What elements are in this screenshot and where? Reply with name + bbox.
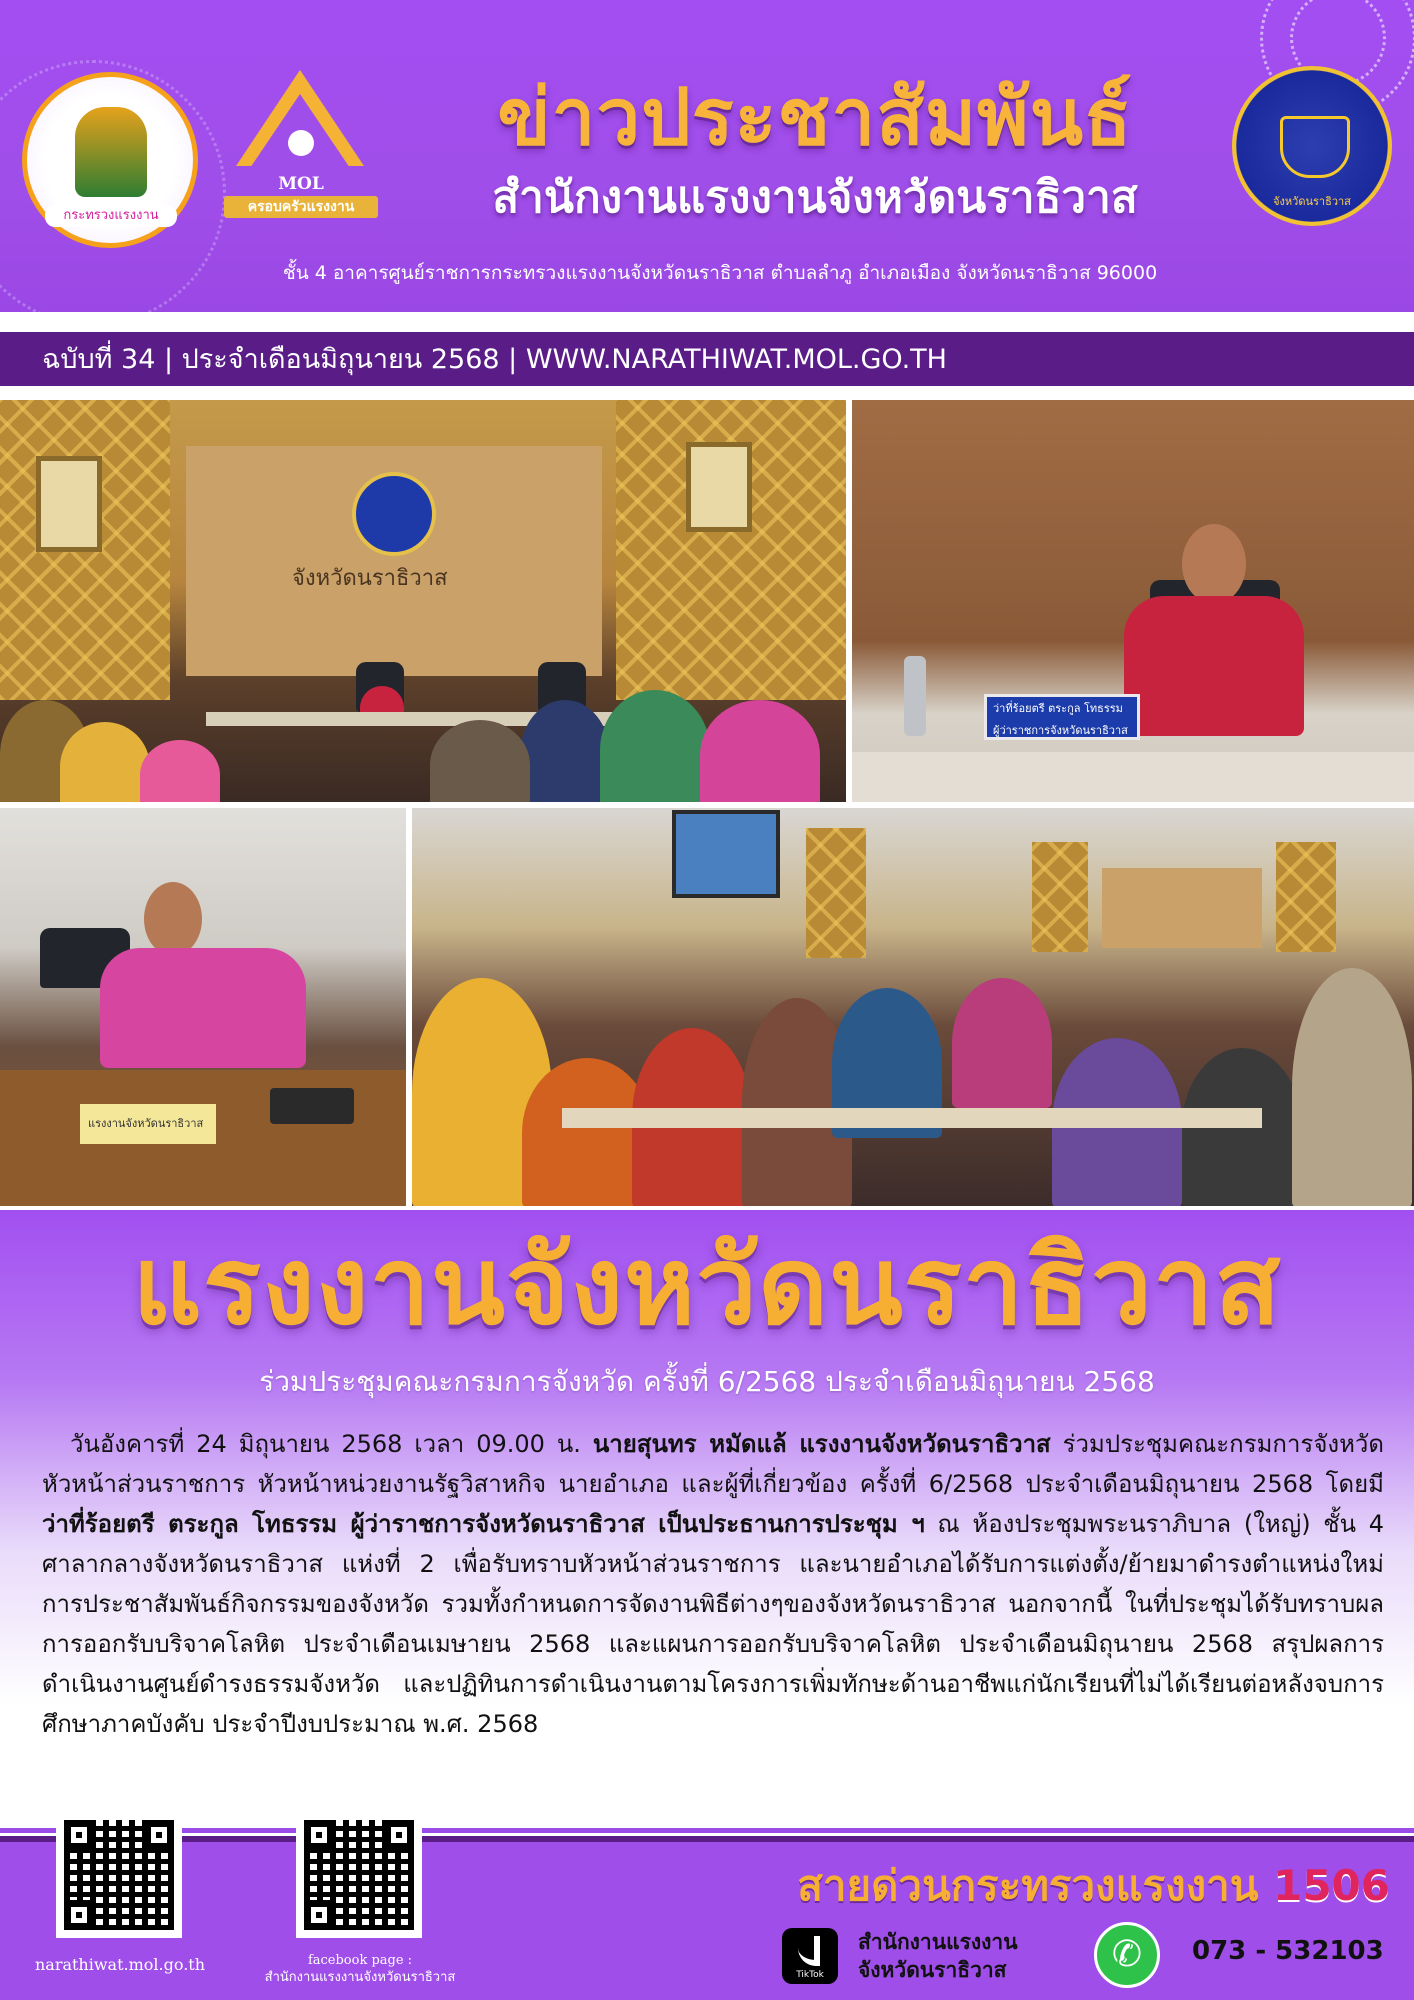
qr-finder <box>384 1820 414 1850</box>
seal-ribbon: กระทรวงแรงงาน <box>45 205 177 227</box>
hotline-label: สายด่วนกระทรวงแรงงาน <box>797 1861 1274 1910</box>
emblem-icon <box>288 130 314 156</box>
footer-divider <box>0 1828 1414 1842</box>
photo-governor-chairing <box>852 400 1414 802</box>
body-bold-chair: ว่าที่ร้อยตรี ตระกูล โทธรรม ผู้ว่าราชการจังหวัดนราธิวาส เป็นประธานการประชุม ฯ <box>42 1510 925 1538</box>
photo-meeting-hall <box>412 808 1414 1206</box>
desk-name-card <box>80 1104 216 1144</box>
article-body <box>42 1424 1384 1744</box>
wood-panel <box>1102 868 1262 948</box>
attendee <box>140 740 220 802</box>
phone-number[interactable]: 073 - 532103 <box>1192 1936 1384 1966</box>
photo-labour-officer <box>0 808 406 1206</box>
office-address: ชั้น 4 อาคารศูนย์ราชการกระทรวงแรงงานจังหวัดนราธิวาส ตำบลลำภู อำเภอเมือง จังหวัดนราธิวาส 96000 <box>282 262 1158 284</box>
qr-finder <box>64 1820 94 1850</box>
article-headline: แรงงานจังหวัดนราธิวาส <box>132 1224 1282 1349</box>
meeting-desk <box>852 752 1414 802</box>
facebook-caption-label: facebook page : <box>307 1953 413 1968</box>
attendee <box>1292 968 1412 1206</box>
tiktok-icon[interactable] <box>782 1928 838 1984</box>
article-subheadline: ร่วมประชุมคณะกรมการจังหวัด ครั้งที่ 6/2568 ประจำเดือนมิถุนายน 2568 <box>259 1365 1155 1398</box>
facebook-caption-name: สำนักงานแรงงานจังหวัดนราธิวาส <box>264 1970 456 1985</box>
music-note-icon <box>798 1936 820 1966</box>
projection-screen <box>672 810 780 898</box>
qr-finder <box>64 1900 94 1930</box>
issue-line: ฉบับที่ 34 | ประจำเดือนมิถุนายน 2568 | WWW.NARATHIWAT.MOL.GO.TH <box>42 344 947 375</box>
labour-officer <box>144 882 202 956</box>
labour-officer-shirt <box>100 948 306 1068</box>
office-name-title: สำนักงานแรงงานจังหวัดนราธิวาส <box>492 172 1138 223</box>
attendee <box>430 720 530 802</box>
attendee <box>700 700 820 802</box>
tiktok-account-name <box>858 1928 1078 1984</box>
office-name-line1: สำนักงานแรงงาน <box>858 1930 1018 1954</box>
mol-family-logo <box>206 70 396 238</box>
governor <box>1182 524 1246 604</box>
facebook-qr-code[interactable] <box>296 1812 422 1938</box>
lattice-wall <box>806 828 866 958</box>
website-qr-code[interactable] <box>56 1812 182 1938</box>
photo-meeting-room-wide <box>0 400 846 802</box>
attendee <box>600 690 710 802</box>
body-bold-name: นายสุนทร หมัดแล้ แรงงานจังหวัดนราธิวาส <box>592 1430 1051 1458</box>
boat-icon <box>1280 116 1350 178</box>
meeting-table <box>562 1108 1262 1128</box>
hotline-number[interactable]: 1506 <box>1273 1861 1390 1910</box>
qr-finder <box>304 1900 334 1930</box>
facebook-page-caption[interactable] <box>230 1952 490 1986</box>
name-plate <box>984 694 1140 740</box>
province-seal-caption: จังหวัดนราธิวาส <box>1273 195 1351 208</box>
attendee <box>60 722 150 802</box>
phone-icon[interactable]: ✆ <box>1094 1922 1160 1988</box>
name-plate-line2: ผู้ว่าราชการจังหวัดนราธิวาส <box>993 724 1128 737</box>
name-plate-line1: ว่าที่ร้อยตรี ตระกูล โทธรรม <box>993 702 1123 715</box>
mol-logo-tagline: ครอบครัวแรงงาน <box>247 199 355 215</box>
wall-sign: จังหวัดนราธิวาส <box>292 566 448 591</box>
body-text-run: ร่วมประชุมคณะกรมการจังหวัด หัวหน้าส่วนราชการ หัวหน้าหน่วยงานรัฐวิสาหกิจ นายอำเภอ และผู้ที่เกี่ยวข้อง ครั้งที่ 6/2568 ประจำเดือนมิถุนายน 2568 โดยมี <box>42 1430 1384 1498</box>
office-name-line2: จังหวัดนราธิวาส <box>858 1958 1007 1982</box>
lattice-wall <box>1276 842 1336 952</box>
mol-logo-text: MOL <box>278 174 324 194</box>
ministry-of-labour-seal <box>22 72 198 248</box>
deity-figure-icon <box>75 107 147 197</box>
attendee <box>952 978 1052 1108</box>
body-text-run: ณ ห้องประชุมพระนราภิบาล (ใหญ่) ชั้น 4 ศาลากลางจังหวัดนราธิวาส แห่งที่ 2 เพื่อรับทราบหัวหน้าส่วนราชการ และนายอำเภอได้รับการแต่งตั้ง/ย้ายมาดำรงตำแหน่งใหม่ การประชาสัมพันธ์กิจกรรมของจังหวัด รวมทั้งกำหนดการจัดงานพิธีต่างๆของจังหวัดนราธิวาส นอกจากนี้ ในที่ประชุมได้รับทราบผลการออกรับบริจาคโลหิต ประจำเดือนเมษายน 2568 และแผนการออกรับบริจาคโลหิต ประจำเดือนมิถุนายน 2568 สรุปผลการดำเนินงานศูนย์ดำรงธรรมจังหวัด และปฏิทินการดำเนินงานตามโครงการเพิ่มทักษะด้านอาชีพแก่นักเรียนที่ไม่ได้เรียนต่อหลังจบการศึกษาภาคบังคับ ประจำปีงบประมาณ พ.ศ. 2568 <box>42 1510 1385 1738</box>
lattice-wall <box>1032 842 1088 952</box>
page-title: ข่าวประชาสัมพันธ์ <box>497 73 1133 163</box>
website-link[interactable]: narathiwat.mol.go.th <box>34 1955 206 1974</box>
narathiwat-province-seal <box>1232 66 1392 226</box>
qr-finder <box>304 1820 334 1850</box>
tablet-icon <box>270 1088 354 1124</box>
attendee <box>520 700 610 802</box>
header-divider <box>0 312 1414 316</box>
qr-finder <box>144 1820 174 1850</box>
province-seal-icon <box>352 472 436 556</box>
body-text-run: วันอังคารที่ 24 มิถุนายน 2568 เวลา 09.00 น. <box>70 1430 593 1458</box>
governor-shirt <box>1124 596 1304 736</box>
royal-portrait <box>36 456 102 552</box>
desk-name-card-text: แรงงานจังหวัดนราธิวาส <box>88 1117 204 1130</box>
thermos-icon <box>904 656 926 736</box>
tiktok-label: TikTok <box>796 1970 824 1980</box>
hotline-banner <box>640 1856 1390 1916</box>
royal-portrait <box>686 442 752 532</box>
